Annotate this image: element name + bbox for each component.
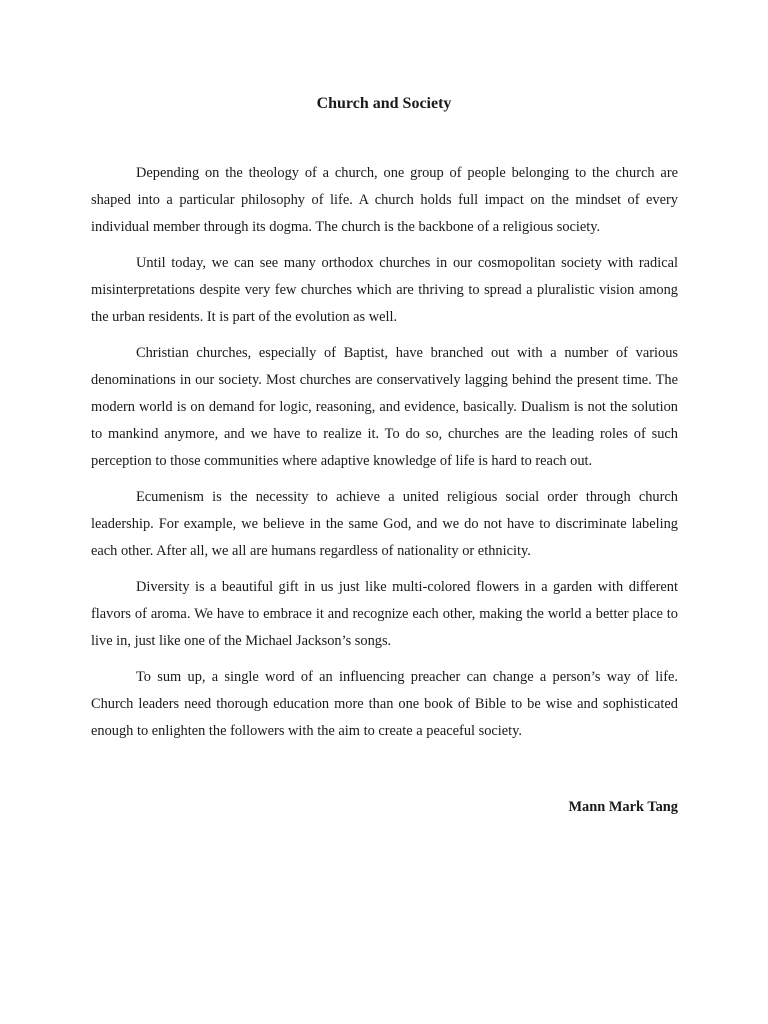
paragraph-christian-churches: Christian churches, especially of Baptist, have branched out with a number of various denominations in our society. Most churches are conservatively lagging behind the present time. The modern world is on demand for logic, reasoning, and evidence, basically. Dualism is not the solution to mankind anymore, and we have to realize it. To do so, churches are the leading roles of such perception to those communities where adaptive knowledge of life is hard to reach out. xyxy=(91,345,678,469)
author-signature: Mann Mark Tang xyxy=(568,799,678,815)
paragraph-theology: Depending on the theology of a church, one group of people belonging to the church are shaped into a particular philosophy of life. A church holds full impact on the mindset of every individual member through its dogma. The church is the backbone of a religious society. xyxy=(91,165,678,235)
paragraph-ecumenism: Ecumenism is the necessity to achieve a united religious social order through church leadership. For example, we believe in the same God, and we do not have to discriminate labeling each other. After all, we all are humans regardless of nationality or ethnicity. xyxy=(91,489,678,559)
document-body xyxy=(91,160,678,754)
paragraph-orthodox-churches: Until today, we can see many orthodox churches in our cosmopolitan society with radical misinterpretations despite very few churches which are thriving to spread a pluralistic vision among the urban residents. It is part of the evolution as well. xyxy=(91,255,678,325)
document-title: Church and Society xyxy=(316,95,452,112)
paragraph-diversity: Diversity is a beautiful gift in us just like multi-colored flowers in a garden with different flavors of aroma. We have to embrace it and recognize each other, making the world a better place to live in, just like one of the Michael Jackson’s songs. xyxy=(91,579,678,649)
paragraph-conclusion: To sum up, a single word of an influencing preacher can change a person’s way of life. Church leaders need thorough education more than one book of Bible to be wise and sophisticated enough to enlighten the followers with the aim to create a peaceful society. xyxy=(91,669,678,739)
